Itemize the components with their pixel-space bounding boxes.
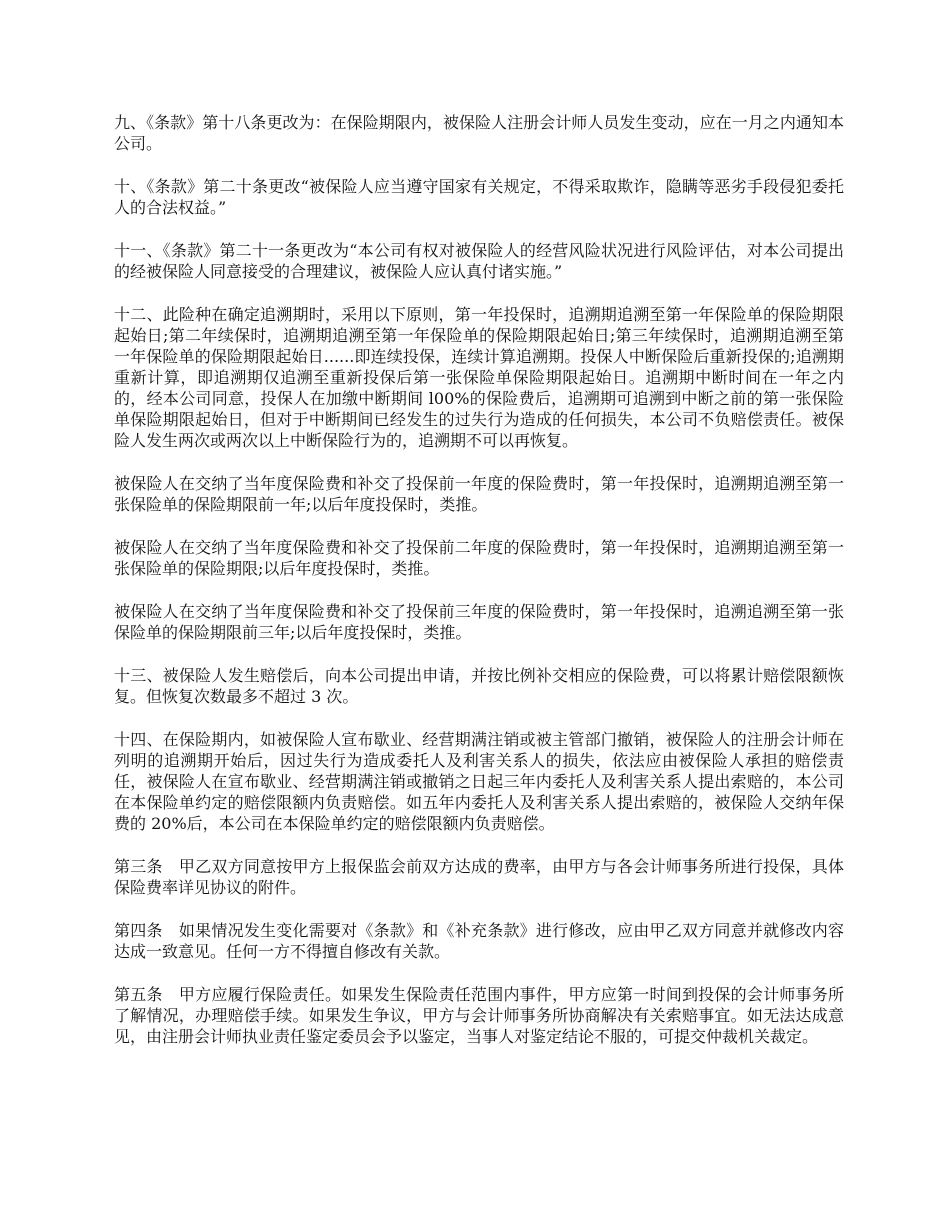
retroactive-two-year-paragraph: 被保险人在交纳了当年度保险费和补交了投保前二年度的保险费时，第一年投保时，追溯期追溯至第一张保险单的保险期限;以后年度投保时，类推。 [114, 538, 844, 578]
clause-10-paragraph: 十、《条款》第二十条更改“被保险人应当遵守国家有关规定，不得采取欺诈，隐瞒等恶劣手段侵犯委托人的合法权益。” [114, 177, 844, 217]
retroactive-one-year-paragraph: 被保险人在交纳了当年度保险费和补交了投保前一年度的保险费时，第一年投保时，追溯期追溯至第一张保险单的保险期限前一年;以后年度投保时，类推。 [114, 474, 844, 514]
retroactive-three-year-paragraph: 被保险人在交纳了当年度保险费和补交了投保前三年度的保险费时，第一年投保时，追溯追溯至第一张保险单的保险期限前三年;以后年度投保时，类推。 [114, 602, 844, 642]
article-5-paragraph: 第五条 甲方应履行保险责任。如果发生保险责任范围内事件，甲方应第一时间到投保的会计师事务所了解情况，办理赔偿手续。如果发生争议，甲方与会计师事务所协商解决有关索赔事宜。如无法达成意见，由注册会计师执业责任鉴定委员会予以鉴定，当事人对鉴定结论不服的，可提交仲裁机关裁定。 [114, 985, 844, 1046]
clause-14-paragraph: 十四、在保险期内，如被保险人宣布歇业、经营期满注销或被主管部门撤销，被保险人的注册会计师在列明的追溯期开始后，因过失行为造成委托人及利害关系人的损失，依法应由被保险人承担的赔偿责任，被保险人在宣布歇业、经营期满注销或撤销之日起三年内委托人及利害关系人提出索赔的，本公司在本保险单约定的赔偿限额内负责赔偿。如五年内委托人及利害关系人提出索赔的，被保险人交纳年保费的 20%后，本公司在本保险单约定的赔偿限额内负责赔偿。 [114, 730, 844, 833]
clause-11-paragraph: 十一、《条款》第二十一条更改为“本公司有权对被保险人的经营风险状况进行风险评估，对本公司提出的经被保险人同意接受的合理建议，被保险人应认真付诸实施。” [114, 241, 844, 281]
clause-13-paragraph: 十三、被保险人发生赔偿后，向本公司提出申请，并按比例补交相应的保险费，可以将累计赔偿限额恢复。但恢复次数最多不超过 3 次。 [114, 666, 844, 706]
clause-12-paragraph: 十二、此险种在确定追溯期时，采用以下原则，第一年投保时，追溯期追溯至第一年保险单的保险期限起始日;第二年续保时，追溯期追溯至第一年保险单的保险期限起始日;第三年续保时，追溯期追溯至第一年保险单的保险期限起始日......即连续投保，连续计算追溯期。投保人中断保险后重新投保的;追溯期重新计算，即追溯期仅追溯至重新投保后第一张保险单保险期限起始日。追溯期中断时间在一年之内的，经本公司同意，投保人在加缴中断期间 l00%的保险费后，追溯期可追溯到中断之前的第一张保险单保险期限起始日，但对于中断期间已经发生的过失行为造成的任何损失，本公司不负赔偿责任。被保险人发生两次或两次以上中断保险行为的，追溯期不可以再恢复。 [114, 305, 844, 450]
clause-9-paragraph: 九、《条款》第十八条更改为：在保险期限内，被保险人注册会计师人员发生变动，应在一月之内通知本公司。 [114, 113, 844, 153]
article-3-paragraph: 第三条 甲乙双方同意按甲方上报保监会前双方达成的费率，由甲方与各会计师事务所进行投保，具体保险费率详见协议的附件。 [114, 857, 844, 897]
article-4-paragraph: 第四条 如果情况发生变化需要对《条款》和《补充条款》进行修改，应由甲乙双方同意并就修改内容达成一致意见。任何一方不得擅自修改有关款。 [114, 921, 844, 961]
document-page [114, 112, 844, 1069]
